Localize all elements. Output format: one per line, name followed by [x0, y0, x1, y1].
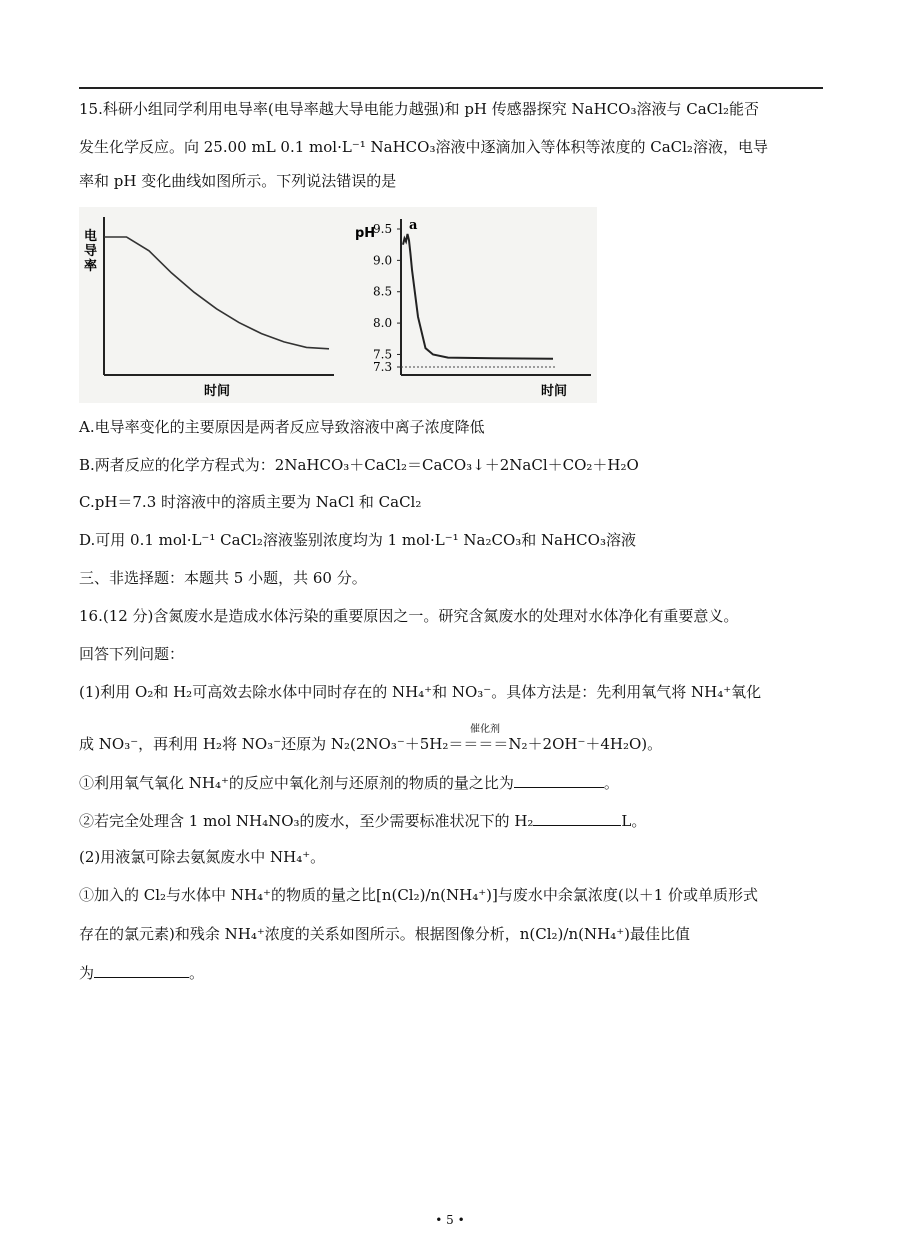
q16-part1-line2: 成 NO₃⁻，再利用 H₂将 NO₃⁻还原为 N₂(2NO₃⁻＋5H₂＝＝＝＝N₂＋2OH⁻＋4H₂O)。 [79, 735, 663, 753]
option-d: D.可用 0.1 mol·L⁻¹ CaCl₂溶液鉴别浓度均为 1 mol·L⁻¹ Na₂CO₃和 NaHCO₃溶液 [79, 531, 636, 549]
ph-tick-label: 9.0 [373, 253, 393, 268]
q16-part2-sub1-line2: 存在的氯元素)和残余 NH₄⁺浓度的关系如图所示。根据图像分析，n(Cl₂)/n(NH₄⁺)最佳比值 [79, 925, 690, 943]
q16-part2-sub1-line3-text: 为 [79, 964, 95, 982]
q15-stem-line3: 率和 pH 变化曲线如图所示。下列说法错误的是 [79, 172, 397, 190]
conductivity-chart [84, 217, 334, 399]
option-a: A.电导率变化的主要原因是两者反应导致溶液中离子浓度降低 [79, 418, 485, 436]
conductivity-series-line [104, 237, 329, 349]
conductivity-ylabel-1: 电 [84, 229, 98, 244]
ph-tick-label: 7.5 [373, 347, 393, 362]
catalyst-label: 催化剂 [470, 724, 500, 735]
q16-part1-sub1-end: 。 [603, 774, 619, 792]
section-3-heading: 三、非选择题：本题共 5 小题，共 60 分。 [79, 569, 367, 587]
answer-blank-3[interactable] [94, 962, 189, 978]
q15-charts-svg [79, 207, 597, 403]
conductivity-ylabel-2: 导 [84, 244, 98, 259]
option-b: B.两者反应的化学方程式为：2NaHCO₃＋CaCl₂＝CaCO₃↓＋2NaCl＋CO₂＋H₂O [79, 456, 639, 474]
header-rule [79, 87, 823, 89]
q15-stem-line1: 15.科研小组同学利用电导率(电导率越大导电能力越强)和 pH 传感器探究 NaHCO₃溶液与 CaCl₂能否 [79, 100, 759, 118]
q16-part2-line1: (2)用液氯可除去氨氮废水中 NH₄⁺。 [79, 848, 326, 866]
q16-part2-sub1-line3 [79, 962, 204, 983]
q16-part1-sub2 [79, 810, 646, 831]
q16-part1-sub2-unit: L。 [621, 812, 647, 830]
q16-stem-line2: 回答下列问题： [79, 645, 185, 663]
q16-part1-sub2-text: ②若完全处理含 1 mol NH₄NO₃的废水，至少需要标准状况下的 H₂ [79, 812, 534, 830]
ph-annotation-a: a [409, 218, 418, 233]
ph-tick-label: 7.3 [373, 360, 393, 374]
conductivity-xlabel: 时间 [204, 384, 231, 399]
q16-part1-line1: (1)利用 O₂和 H₂可高效去除水体中同时存在的 NH₄⁺和 NO₃⁻。具体方法是：先利用氧气将 NH₄⁺氧化 [79, 683, 762, 701]
q15-stem-line2: 发生化学反应。向 25.00 mL 0.1 mol·L⁻¹ NaHCO₃溶液中逐滴加入等体积等浓度的 CaCl₂溶液，电导 [79, 138, 768, 156]
conductivity-ylabel-3: 率 [84, 259, 98, 274]
q16-part2-sub1-line1: ①加入的 Cl₂与水体中 NH₄⁺的物质的量之比[n(Cl₂)/n(NH₄⁺)]与废水中余氯浓度(以＋1 价或单质形式 [79, 886, 759, 904]
answer-blank-2[interactable] [533, 810, 621, 826]
ph-ylabel: pH [355, 226, 376, 241]
ph-tick-label: 8.0 [373, 316, 393, 331]
ph-tick-label: 8.5 [373, 284, 393, 299]
q16-part1-sub1-text: ①利用氧气氧化 NH₄⁺的反应中氧化剂与还原剂的物质的量之比为 [79, 774, 514, 792]
q16-part1-sub1 [79, 772, 619, 793]
ph-tick-label: 9.5 [373, 222, 393, 236]
q16-part2-sub1-end: 。 [189, 964, 205, 982]
q16-stem-line1: 16.(12 分)含氮废水是造成水体污染的重要原因之一。研究含氮废水的处理对水体净化有重要意义。 [79, 607, 739, 625]
option-c: C.pH＝7.3 时溶液中的溶质主要为 NaCl 和 CaCl₂ [79, 493, 422, 511]
ph-series-line [403, 234, 553, 359]
page-number: • 5 • [435, 1213, 465, 1227]
answer-blank-1[interactable] [514, 772, 604, 788]
q15-figure [79, 207, 597, 403]
ph-chart [355, 218, 591, 399]
ph-xlabel: 时间 [541, 384, 568, 399]
